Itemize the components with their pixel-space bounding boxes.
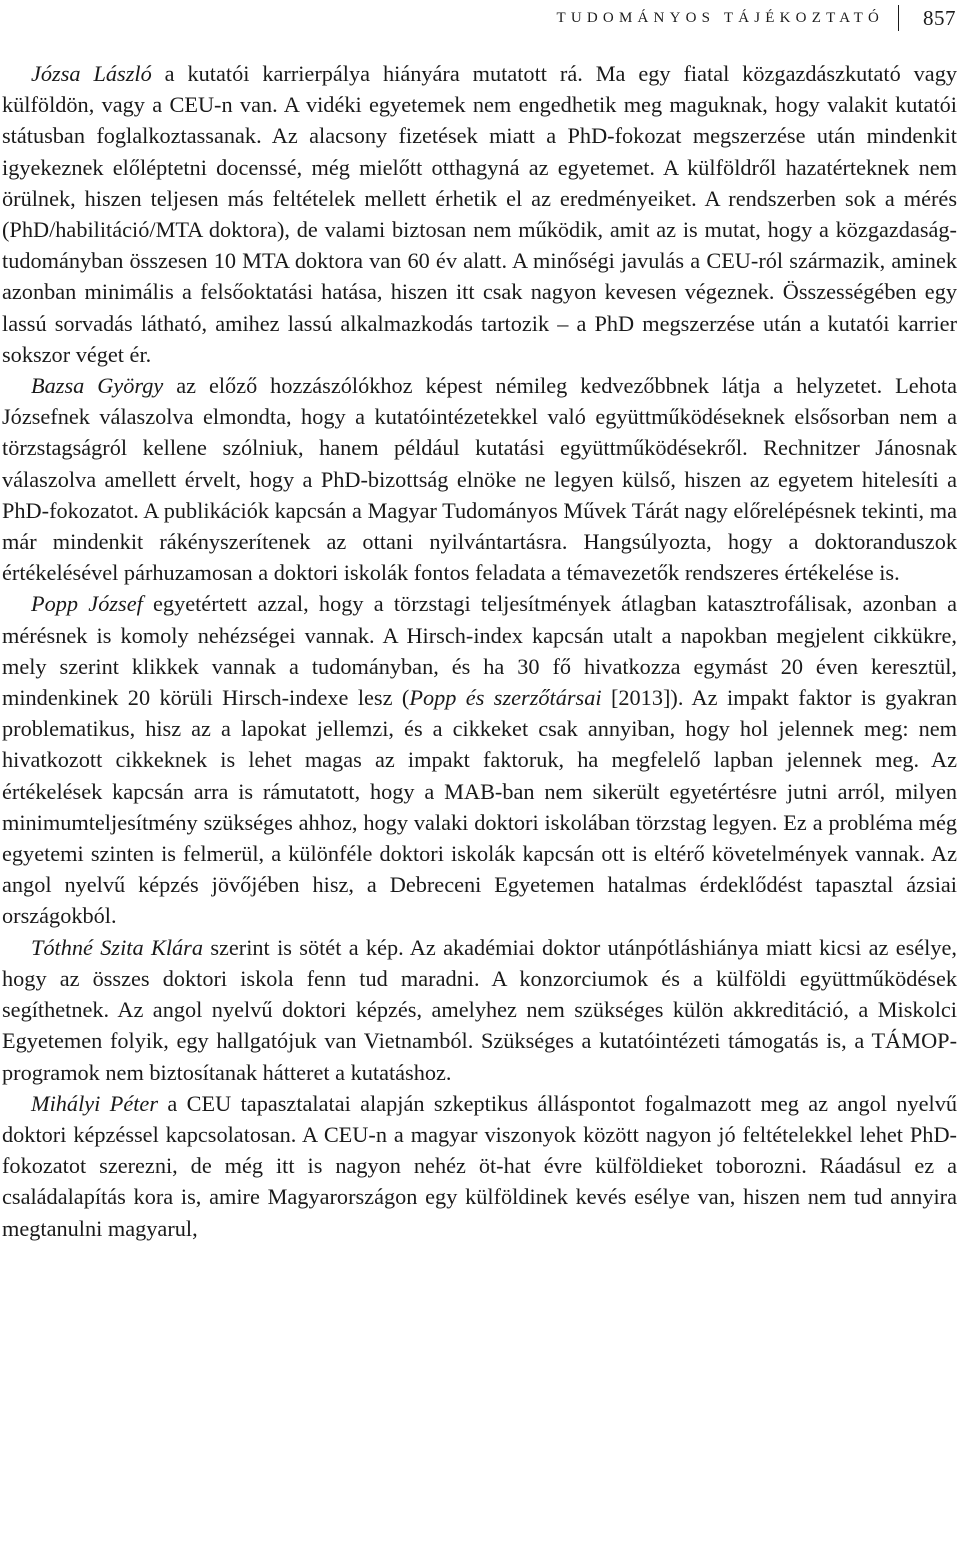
paragraph-text: az előző hozzászólókhoz képest némileg kedvezőbbnek látja a helyzetet. Lehota Józsefnek válaszolva elmondta, hogy a kutatóintézetekkel való együttműködéseknek elsősorban nem a törzstagságról kellene szólniuk, hanem például kutatási együttműködésekről. Rechnitzer Jánosnak válaszolva amellett érvelt, hogy a PhD-bizottság elnöke ne legyen külső, hiszen az egyetem hitelesíti a PhD-fokozatot. A publikációk kapcsán a Magyar Tudományos Művek Tárát nagy előrelépésnek tekinti, ma már mindenkit rákényszerítenek az ottani nyilvántartásra. Hangsúlyozta, hogy a doktoranduszok értékelésével párhuzamosan a doktori iskolák fontos feladata a témavezetők rendszeres értékelése is.: [2, 373, 957, 586]
citation-authors: Popp és szerzőtársai: [409, 685, 602, 711]
paragraph-text: a kutatói karrierpálya hiányára mutatott rá. Ma egy fiatal közgazdászkutató vagy külföldön, vagy a CEU-n van. A vidéki egyetemek nem engedhetik meg maguknak, hogy valakit kutatói státusban foglalkoztassanak. Az alacsony fizetések miatt a PhD-fokozat megszerzése után mindenkit igyekeznek előléptetni docenssé, még mielőtt otthagyná az egyetemet. A külföldről hazatérteknek nem örülnek, hiszen teljesen más feltételek mellett érhetik el az eredményeiket. A rendszerben sok a mérés (PhD/habilitáció/MTA doktora), de valami biztosan nem működik, amit az is mutat, hogy a közgazdaság-tudományban összesen 10 MTA doktora van 60 év alatt. A minőségi javulás a CEU-ról származik, aminek azonban minimális a felsőoktatási hatása, hiszen itt csak nagyon kevesen végeznek. Összességében egy lassú sorvadás látható, amihez lassú alkalmazkodás tartozik – a PhD megszerzése után a kutatói karrier sokszor véget ér.: [2, 61, 957, 367]
paragraph-text: a CEU tapasztalatai alapján szkeptikus álláspontot fogalmazott meg az angol nyelvű doktori képzéssel kapcsolatosan. A CEU-n a magyar viszonyok között nagyon jó feltételekkel lehet PhD-fokozatot szerezni, de még itt is nagyon nehéz öt-hat évre külföldieket toborozni. Ráadásul ez a családalapítás kora is, amire Magyarországon egy külföldinek kevés esélye van, hiszen nem tud annyira megtanulni magyarul,: [2, 1090, 957, 1241]
paragraph-popp: [2, 588, 957, 931]
speaker-name: Bazsa György: [31, 373, 164, 399]
paragraph-text-continued: [2013]). Az impakt faktor is gyakran problematikus, hisz az a lapokat jellemzi, és a cikkeket csak annyiban, hogy hol jelennek meg: nem hivatkozott cikkeknek is lehet magas az impakt faktoruk, ha megfelelő lapban jelennek meg. Az értékelések kapcsán arra is rámutatott, hogy a MAB-ban nem sikerült egyetértésre jutni arról, milyen minimumteljesítmény szükséges ahhoz, hogy valaki doktori iskolában törzstag legyen. Ez a probléma még egyetemi szinten is felmerül, a különféle doktori iskolák kapcsán ott is eltérő követelmények vannak. Az angol nyelvű képzés jövőjében hisz, a Debreceni Egyetemen hatalmas érdeklődést tapasztal ázsiai országokból.: [2, 685, 957, 929]
paragraph-text: szerint is sötét a kép. Az akadémiai doktor utánpótláshiánya miatt kicsi az esélye, hogy az összes doktori iskola fenn tud maradni. A konzorciumok és a külföldi együttműködések segíthetnek. Az angol nyelvű doktori képzés, amelyhez nem szükséges külön akkreditáció, a Miskolci Egyetemen folyik, egy hallgatójuk van Vietnamból. Szükséges a kutatóintézeti támogatás is, a TÁMOP-programok nem biztosítanak hátteret a kutatáshoz.: [2, 934, 957, 1085]
section-title: TUDOMÁNYOS TÁJÉKOZTATÓ: [556, 9, 884, 26]
paragraph-text: egyetértett azzal, hogy a törzstagi teljesítmények átlagban katasztrofálisak, azonban a mérésnek is komoly nehézségei vannak. A Hirsch-index kapcsán utalt a napokban megjelent cikkükre, mely szerint klikkek vannak a tudományban, és ha 30 fő hivatkozza egymást 20 éven keresztül, mindenkinek 20 körüli Hirsch-indexe lesz (: [2, 591, 957, 711]
speaker-name: Mihályi Péter: [31, 1090, 159, 1116]
header-divider: [898, 5, 899, 31]
running-head: [557, 2, 957, 34]
article-body: [2, 58, 957, 1244]
speaker-name: Tóthné Szita Klára: [31, 934, 203, 960]
paragraph-tothne: [2, 932, 957, 1088]
paragraph-bazsa: [2, 370, 957, 588]
page-number: 857: [923, 5, 956, 30]
paragraph-mihalyi: [2, 1088, 957, 1244]
speaker-name: Popp József: [31, 591, 143, 617]
paragraph-jozsa: [2, 58, 957, 370]
speaker-name: Józsa László: [31, 61, 152, 86]
